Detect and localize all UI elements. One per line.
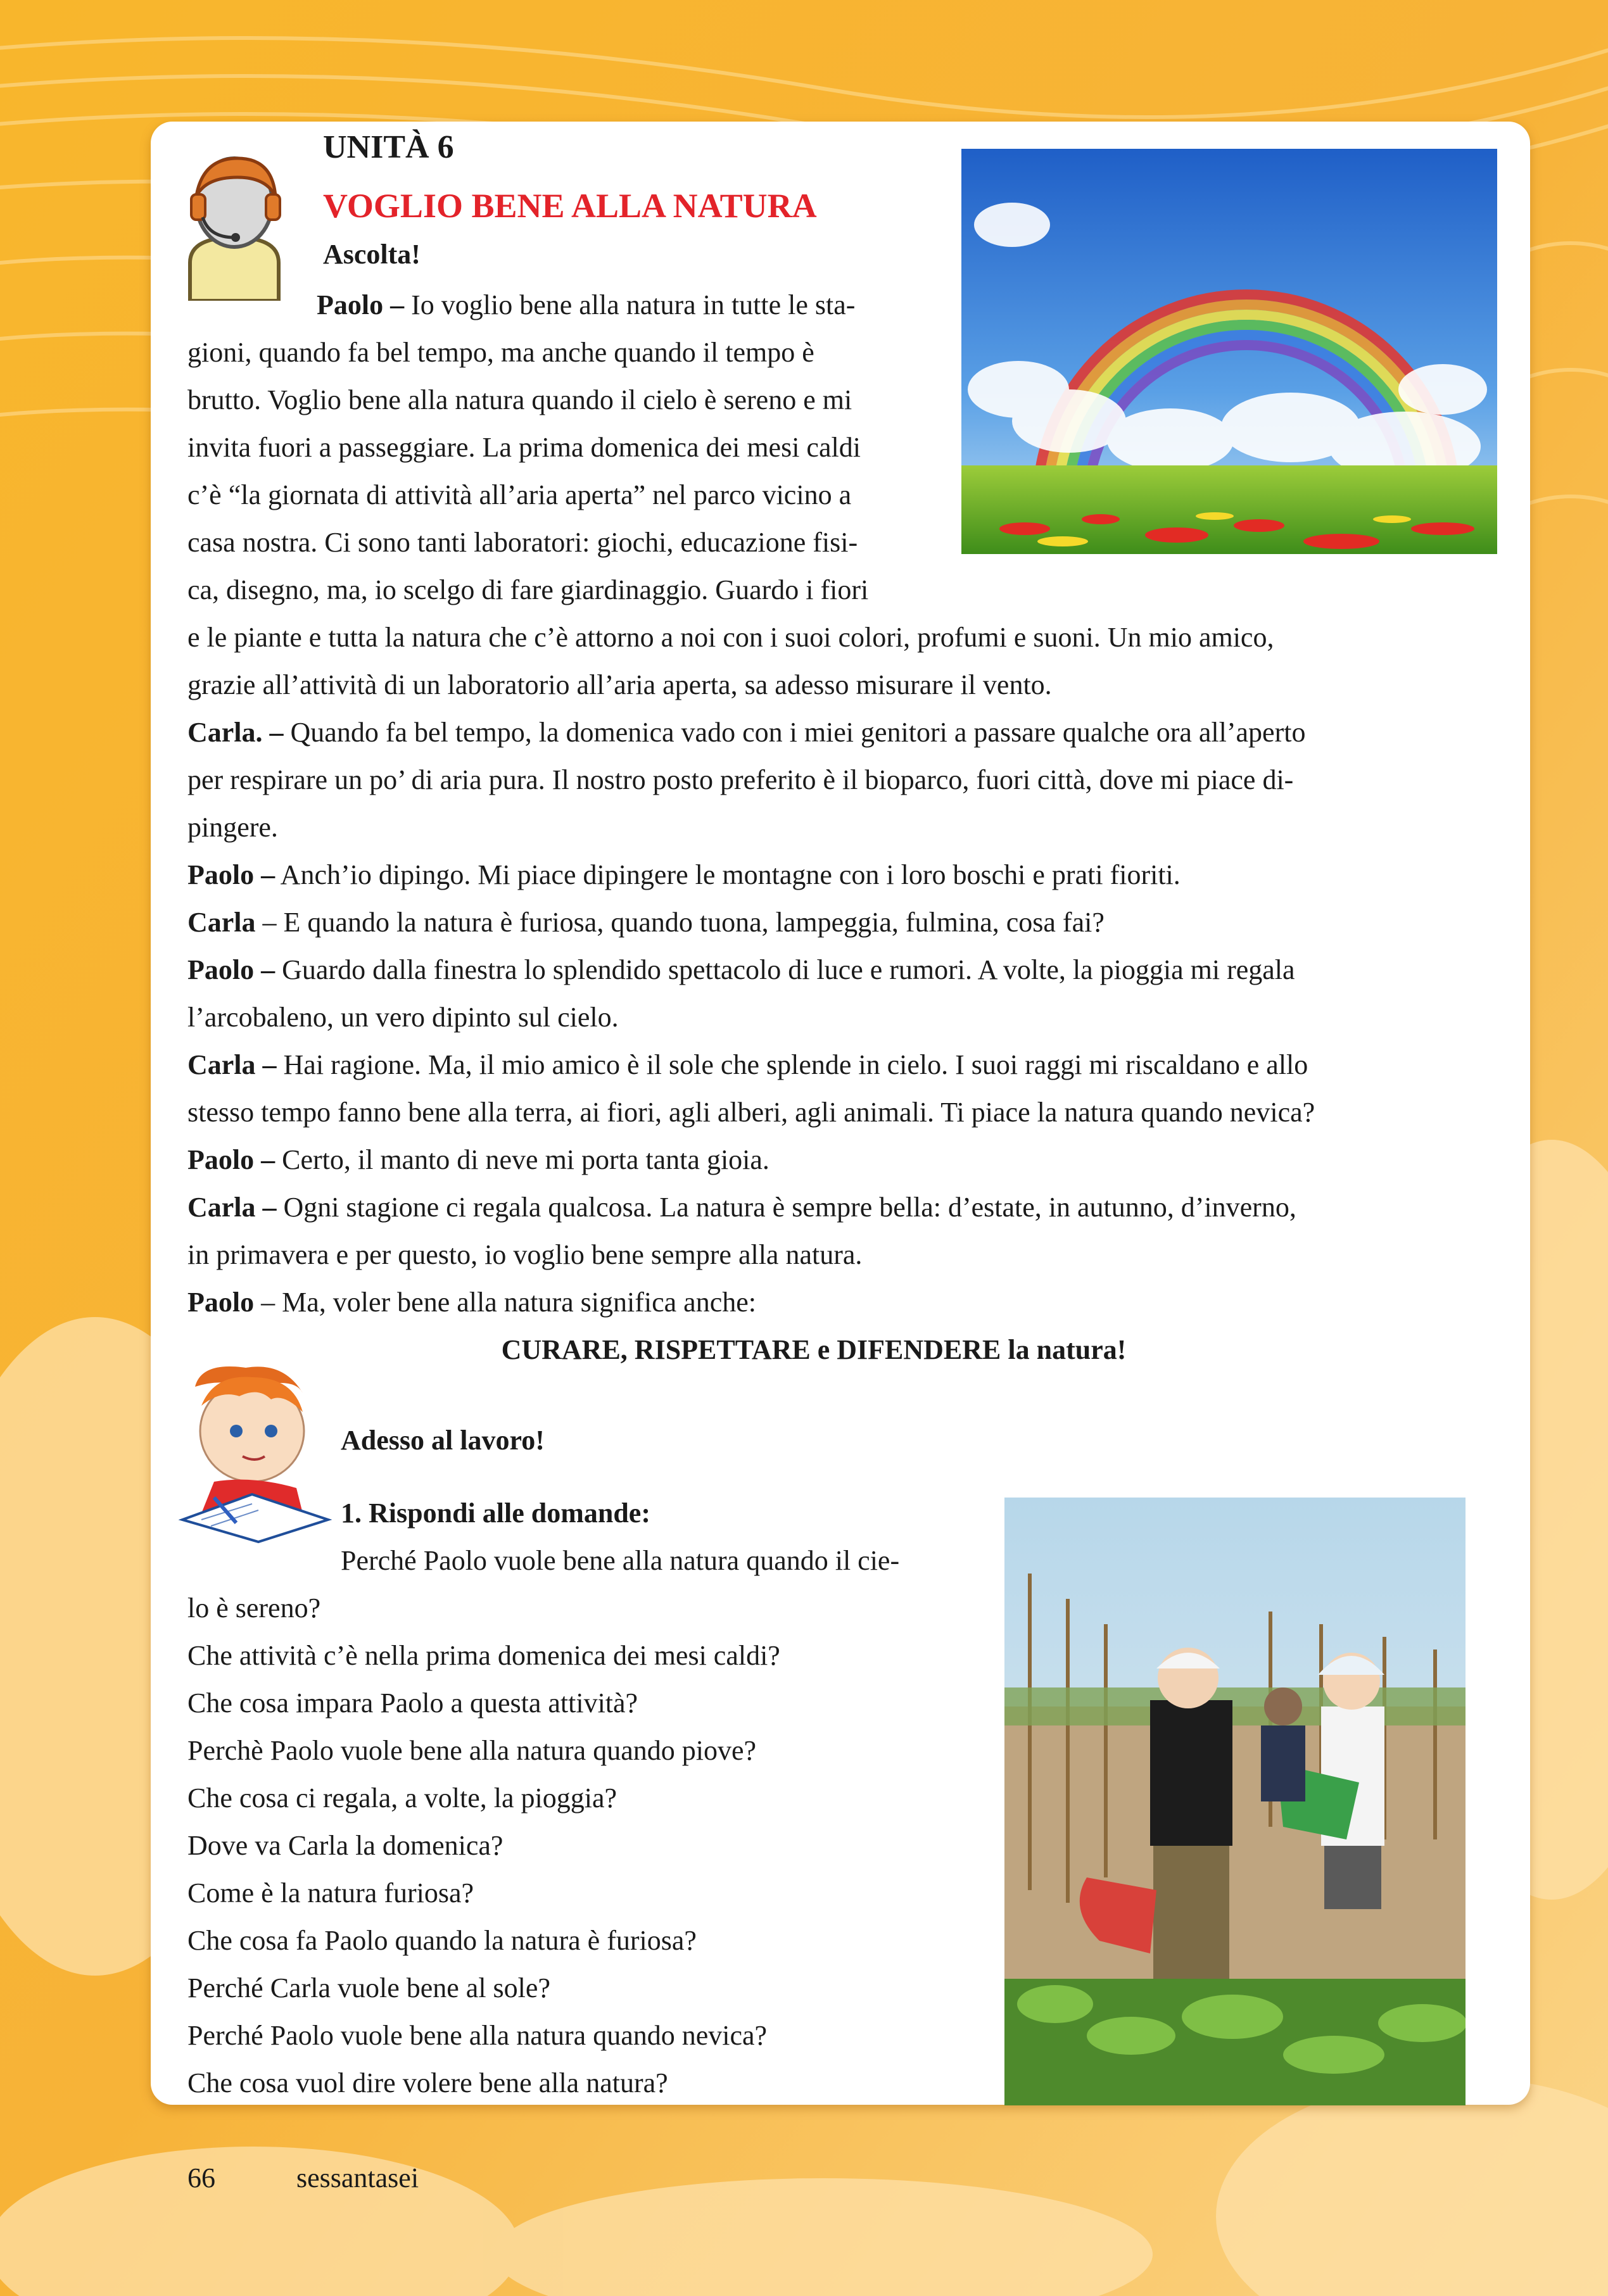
dialogue-line-9: grazie all’attività di un laboratorio all’aria aperta, sa adesso misurare il vento. — [187, 669, 1052, 700]
dialogue-line-18: stesso tempo fanno bene alla terra, ai fiori, agli alberi, agli animali. Ti piace la natura quando nevica? — [187, 1097, 1315, 1128]
dialogue-text: Guardo dalla finestra lo splendido spettacolo di luce e rumori. A volte, la pioggia mi regala — [275, 954, 1295, 985]
question-8: Che cosa fa Paolo quando la natura è furiosa? — [187, 1925, 697, 1956]
headset-listener-icon — [177, 142, 291, 301]
question-1a: Perché Paolo vuole bene alla natura quando il cie- — [341, 1545, 900, 1576]
dialogue-line-14 — [187, 904, 1105, 942]
dialogue-text: Quando fa bel tempo, la domenica vado con i miei genitori a passare qualche ora all’aperto — [283, 717, 1306, 748]
dialogue-line-17 — [187, 1046, 1308, 1084]
dialogue-line-16: l’arcobaleno, un vero dipinto sul cielo. — [187, 1002, 619, 1033]
speaker-name: Paolo – — [187, 954, 275, 985]
speaker-name: Paolo – — [187, 1144, 275, 1175]
question-1b: lo è sereno? — [187, 1593, 321, 1624]
dialogue-line-8: e le piante e tutta la natura che c’è attorno a noi con i suoi colori, profumi e suoni. Un mio amico, — [187, 622, 1274, 653]
question-6: Dove va Carla la domenica? — [187, 1830, 503, 1861]
dialogue-line-11: per respirare un po’ di aria pura. Il nostro posto preferito è il bioparco, fuori città, dove mi piace di- — [187, 764, 1294, 795]
listen-heading: Ascolta! — [323, 239, 421, 270]
dialogue-line-2: gioni, quando fa bel tempo, ma anche quando il tempo è — [187, 337, 814, 368]
dialogue-line-13 — [187, 856, 1181, 894]
question-11: Che cosa vuol dire volere bene alla natura? — [187, 2067, 668, 2098]
dialogue-line-19 — [187, 1141, 769, 1179]
dialogue-text: – E quando la natura è furiosa, quando tuona, lampeggia, fulmina, cosa fai? — [255, 907, 1105, 938]
unit-title: VOGLIO BENE ALLA NATURA — [323, 187, 817, 225]
dialogue-text: Io voglio bene alla natura in tutte le sta- — [404, 289, 856, 320]
dialogue-text: Anch’io dipingo. Mi piace dipingere le montagne con i loro boschi e prati fioriti. — [275, 859, 1181, 890]
speaker-name: Paolo – — [317, 289, 405, 320]
dialogue-line-12: pingere. — [187, 812, 278, 843]
speaker-name: Carla – — [187, 1049, 277, 1080]
speaker-name: Paolo – — [187, 859, 275, 890]
dialogue-line-21: in primavera e per questo, io voglio bene sempre alla natura. — [187, 1239, 863, 1270]
dialogue-text: Hai ragione. Ma, il mio amico è il sole che splende in cielo. I suoi raggi mi riscaldano e allo — [276, 1049, 1308, 1080]
exercise-task: 1. Rispondi alle domande: — [341, 1498, 650, 1529]
dialogue-line-22 — [187, 1284, 756, 1321]
page-word: sessantasei — [296, 2162, 419, 2193]
slogan: CURARE, RISPETTARE e DIFENDERE la natura! — [501, 1334, 1127, 1365]
speaker-name: Carla – — [187, 1192, 277, 1223]
question-5: Che cosa ci regala, a volte, la pioggia? — [187, 1782, 617, 1813]
dialogue-line-3: brutto. Voglio bene alla natura quando il cielo è sereno e mi — [187, 384, 852, 415]
question-7: Come è la natura furiosa? — [187, 1877, 474, 1908]
dialogue-line-6: casa nostra. Ci sono tanti laboratori: giochi, educazione fisi- — [187, 527, 858, 558]
dialogue-text: Certo, il manto di neve mi porta tanta gioia. — [275, 1144, 769, 1175]
dialogue-line-1 — [317, 286, 855, 324]
question-4: Perchè Paolo vuole bene alla natura quando piove? — [187, 1735, 757, 1766]
exercise-heading: Adesso al lavoro! — [341, 1425, 545, 1456]
speaker-name: Carla. – — [187, 717, 284, 748]
question-9: Perché Carla vuole bene al sole? — [187, 1972, 550, 2003]
dialogue-line-4: invita fuori a passeggiare. La prima domenica dei mesi caldi — [187, 432, 861, 463]
dialogue-line-20 — [187, 1189, 1296, 1227]
speaker-name: Carla — [187, 907, 256, 938]
question-3: Che cosa impara Paolo a questa attività? — [187, 1687, 638, 1719]
rainbow-meadow-photo — [961, 149, 1497, 554]
unit-number: UNITÀ 6 — [323, 129, 454, 165]
children-gardening-photo — [1004, 1498, 1466, 2105]
dialogue-line-15 — [187, 951, 1295, 989]
dialogue-line-7: ca, disegno, ma, io scelgo di fare giardinaggio. Guardo i fiori — [187, 574, 869, 605]
question-10: Perché Paolo vuole bene alla natura quando nevica? — [187, 2020, 768, 2051]
dialogue-text: Ogni stagione ci regala qualcosa. La natura è sempre bella: d’estate, in autunno, d’inverno, — [276, 1192, 1296, 1223]
dialogue-line-10 — [187, 714, 1305, 752]
page-number: 66 — [187, 2162, 215, 2193]
question-2: Che attività c’è nella prima domenica dei mesi caldi? — [187, 1640, 780, 1671]
speaker-name: Paolo — [187, 1287, 255, 1318]
dialogue-text: – Ma, voler bene alla natura significa anche: — [254, 1287, 756, 1318]
child-writing-icon — [176, 1361, 334, 1545]
dialogue-line-5: c’è “la giornata di attività all’aria aperta” nel parco vicino a — [187, 479, 852, 510]
